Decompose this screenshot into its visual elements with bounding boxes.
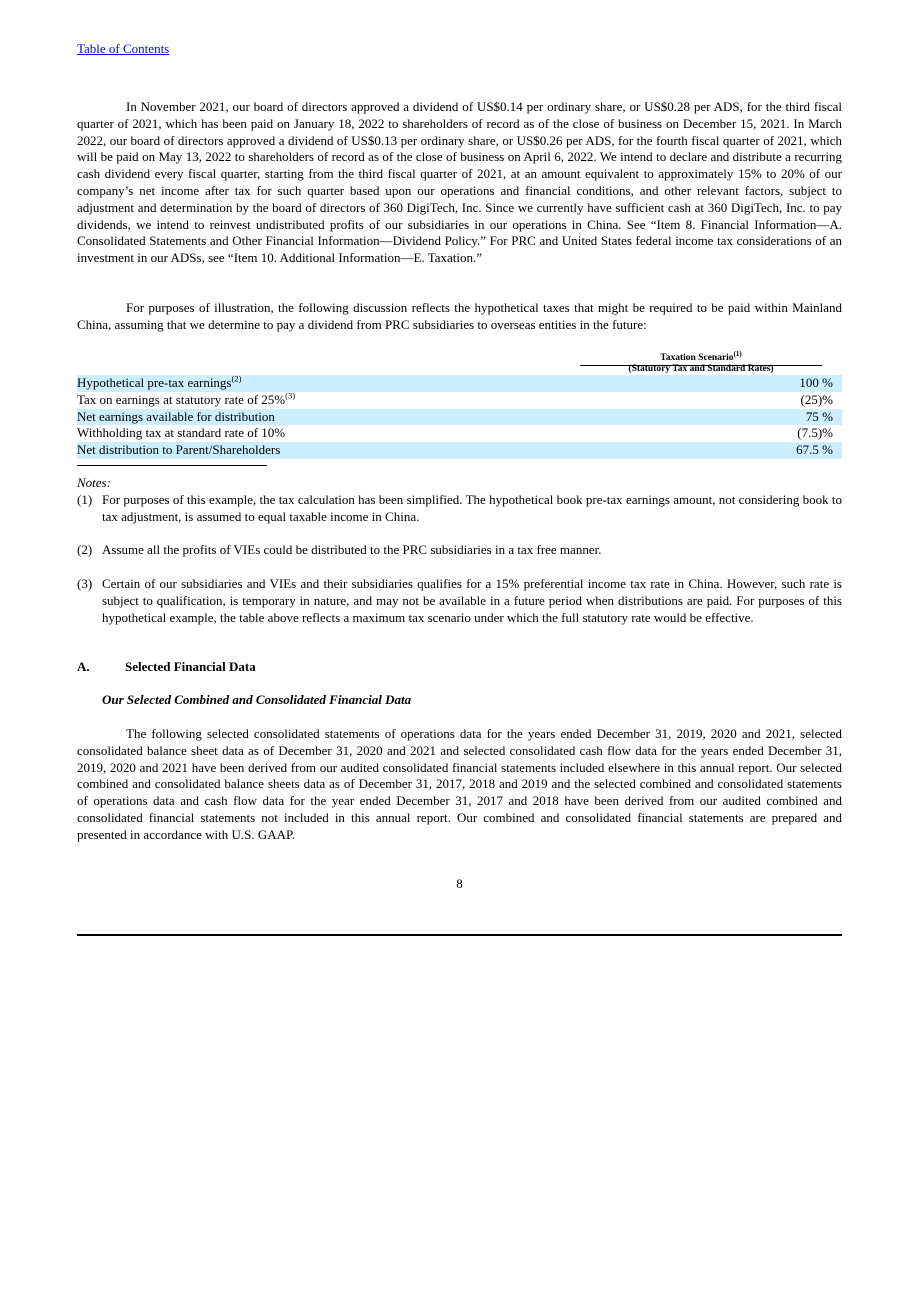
- footnote-number: (2): [77, 542, 93, 557]
- table-row: [77, 375, 842, 392]
- row-label-text: Tax on earnings at statutory rate of 25%: [77, 391, 286, 407]
- table-body: [77, 375, 842, 459]
- subsection-heading: Our Selected Combined and Consolidated Financial Data: [102, 692, 412, 707]
- footnote-text: Assume all the profits of VIEs could be distributed to the PRC subsidiaries in a tax free manner.: [102, 542, 602, 557]
- row-value: 67.5 %: [796, 442, 833, 458]
- table-header-footnote-ref: (1): [733, 350, 742, 358]
- section-heading: [77, 659, 256, 675]
- row-value: (7.5)%: [797, 425, 833, 441]
- footnote-text: For purposes of this example, the tax calculation has been simplified. The hypothetical book pre-tax earnings amount, not considering book to tax adjustment, is assumed to equal taxable income in China.: [102, 492, 842, 524]
- row-value: (25)%: [800, 391, 833, 407]
- row-label: [77, 409, 275, 426]
- row-label: [77, 375, 241, 392]
- selected-data-paragraph: The following selected consolidated statements of operations data for the years ended December 31, 2019, 2020 and 2021, selected consolidated balance sheet data as of December 31, 2020 and 2021 and selected consolidated cash flow data for the years ended December 31, 2019, 2020 and 2021 have been derived from our audited consolidated financial statements included elsewhere in this annual report. Our selected combined and consolidated balance sheets data as of December 31, 2017, 2018 and 2019 and the selected combined and consolidated statements of operations data and cash flow data for the year ended December 31, 2017 and 2018 have been derived from our audited combined and consolidated financial statements not included in this annual report. Our combined and consolidated financial statements are prepared and presented in accordance with U.S. GAAP.: [77, 726, 842, 842]
- dividend-paragraph: In November 2021, our board of directors approved a dividend of US$0.14 per ordinary share, or US$0.28 per ADS, for the third fiscal quarter of 2021, which has been paid on January 18, 2022 to shareholders of record as of the close of business on December 15, 2021. In March 2022, our board of directors approved a dividend of US$0.13 per ordinary share, or US$0.26 per ADS, for the fourth fiscal quarter of 2021, which will be paid on May 13, 2022 to shareholders of record as of the close of business on April 6, 2022. We intend to declare and distribute a recurring cash dividend every fiscal quarter, starting from the third fiscal quarter of 2021, at an amount equivalent to approximately 15% to 20% of our company’s net income after tax for such quarter based upon our operations and financial conditions, and other relevant factors, subject to adjustment and determination by the board of directors of 360 DigiTech, Inc. Since we currently have sufficient cash at 360 DigiTech, Inc. to pay dividends, we intend to reinvest undistributed profits of our subsidiaries in our operations in China. See “Item 8. Financial Information—A. Consolidated Statements and Other Financial Information—Dividend Policy.” For PRC and United States federal income tax considerations of an investment in our ADSs, see “Item 10. Additional Information—E. Taxation.”: [77, 99, 842, 266]
- row-footnote-ref: (2): [231, 373, 242, 384]
- notes-heading: Notes:: [77, 475, 111, 490]
- page-number: 8: [456, 876, 463, 891]
- footnote: [77, 492, 842, 526]
- table-row: [77, 392, 842, 409]
- table-of-contents-link[interactable]: Table of Contents: [77, 41, 170, 56]
- row-label-text: Hypothetical pre-tax earnings: [77, 375, 232, 390]
- table-row: [77, 409, 842, 426]
- table-row: [77, 442, 842, 459]
- row-label-text: Withholding tax at standard rate of 10%: [77, 425, 286, 441]
- row-label: [77, 392, 295, 409]
- section-title: Selected Financial Data: [125, 659, 256, 674]
- row-label-text: Net distribution to Parent/Shareholders: [77, 442, 281, 458]
- row-value: 75 %: [805, 408, 833, 424]
- row-label-text: Net earnings available for distribution: [77, 408, 275, 424]
- notes-divider: [77, 465, 267, 466]
- illustration-paragraph: For purposes of illustration, the following discussion reflects the hypothetical taxes that might be required to be paid within Mainland China, assuming that we determine to pay a dividend from PRC subsidiaries to overseas entities in the future:: [77, 300, 842, 332]
- section-letter: A.: [77, 659, 90, 674]
- footnote: [77, 542, 842, 559]
- row-footnote-ref: (3): [285, 390, 296, 401]
- footnote-number: (3): [77, 576, 93, 591]
- row-label: [77, 442, 280, 459]
- footnote-number: (1): [77, 492, 93, 507]
- page-bottom-rule: [77, 934, 842, 936]
- row-label: [77, 425, 285, 442]
- table-row: [77, 425, 842, 442]
- table-header-title-text: Taxation Scenario: [660, 353, 734, 364]
- footnote-text: Certain of our subsidiaries and VIEs and their subsidiaries qualifies for a 15% preferential income tax rate in China. However, such rate is subject to qualification, is temporary in nature, and may not be available in a future period when distributions are paid. For purposes of this hypothetical example, the table above reflects a maximum tax scenario under which the full statutory rate would be effective.: [102, 576, 842, 625]
- table-header-subtitle: (Statutory Tax and Standard Rates): [628, 364, 774, 374]
- footnote: [77, 576, 842, 626]
- row-value: 100 %: [799, 375, 833, 390]
